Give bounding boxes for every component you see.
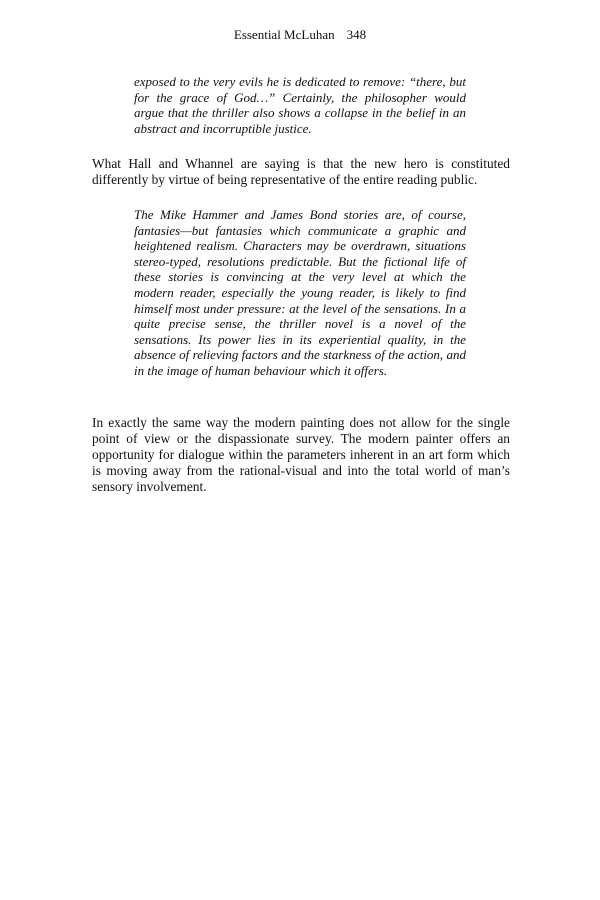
body-paragraph-modern-painting: In exactly the same way the modern painting does not allow for the single point of view or the dispassionate survey. The modern painter offers an opportunity for dialogue within the parameters inherent in an art form which is moving away from the rational-visual and into the total world of man’s sensory involvement. [92,415,510,494]
block-quote-continued: exposed to the very evils he is dedicated to remove: “there, but for the grace of God…” Certainly, the philosopher would argue that the thriller also shows a collapse in the belief in an abstract and incorruptible justice. [134,74,466,136]
book-title: Essential McLuhan [233,27,335,42]
body-paragraph-hall-whannel: What Hall and Whannel are saying is that the new hero is constituted differently by virtue of being representative of the entire reading public. [92,156,510,187]
page-number: 348 [346,27,367,42]
block-quote-thriller: The Mike Hammer and James Bond stories are, of course, fantasies—but fantasies which communicate a graphic and heightened realism. Characters may be overdrawn, situations stereo-typed, resolutions predictable. But the fictional life of these stories is convincing at the very level at which the modern reader, especially the young reader, is likely to find himself most under pressure: at the level of the sensations. In a quite precise sense, the thriller novel is a novel of the sensations. Its power lies in its experiential quality, in the absence of relieving factors and the starkness of the action, and in the image of human behaviour which it offers. [134,207,466,378]
running-header [0,27,600,43]
